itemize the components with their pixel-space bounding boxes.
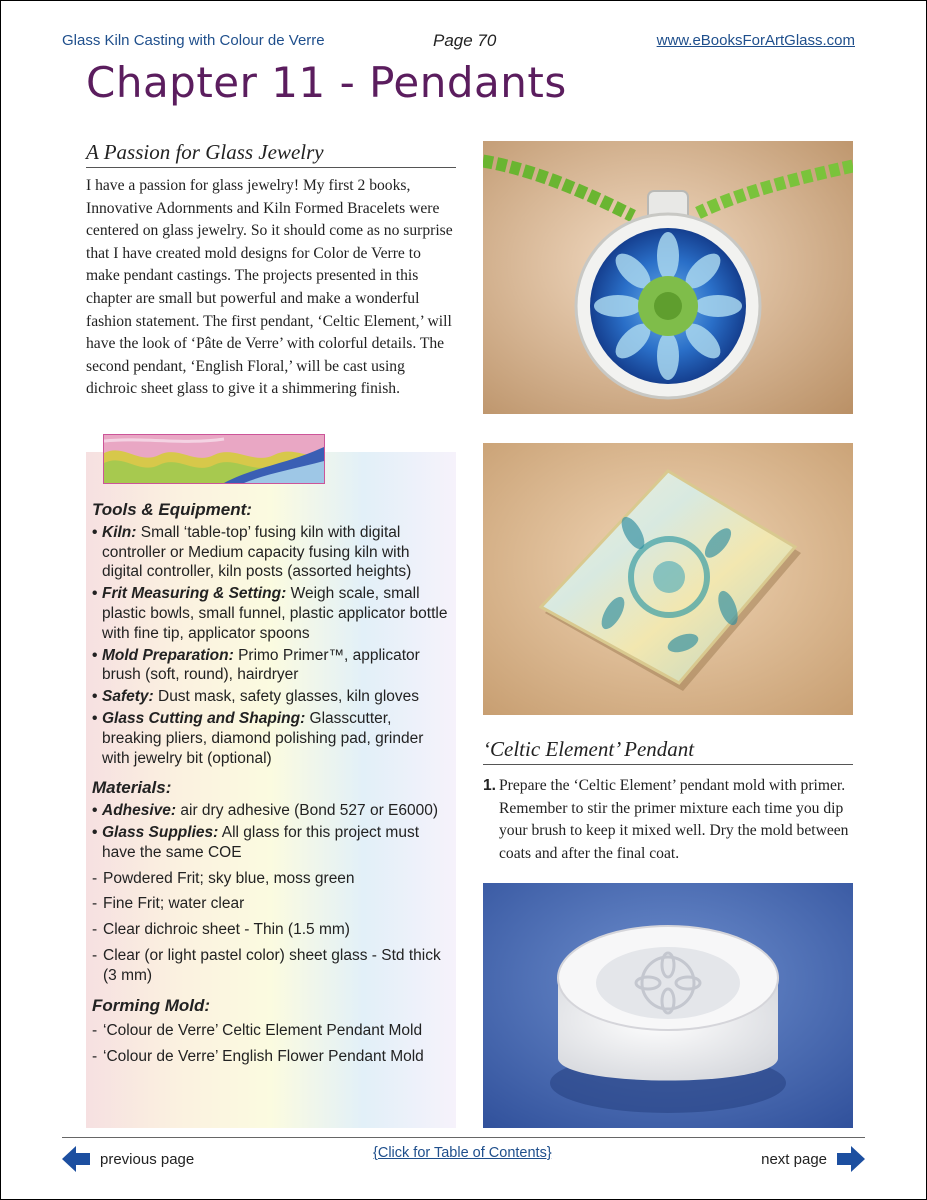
passion-heading: A Passion for Glass Jewelry [86,140,456,168]
list-item: - ‘Colour de Verre’ Celtic Element Pendant Mold [92,1021,454,1041]
forming-mold-list [92,1021,454,1067]
mold-photo [483,883,853,1128]
book-title: Glass Kiln Casting with Colour de Verre [62,32,325,49]
dichroic-pendant-photo [483,443,853,715]
previous-page-button[interactable] [62,1146,194,1172]
list-item: - Clear (or light pastel color) sheet glass - Std thick (3 mm) [92,946,454,986]
list-item: - Fine Frit; water clear [92,894,454,914]
materials-glass-list [92,869,454,986]
tools-content [92,500,454,1067]
list-item: - Clear dichroic sheet - Thin (1.5 mm) [92,920,454,940]
list-item: - ‘Colour de Verre’ English Flower Pendant Mold [92,1047,454,1067]
tools-heading: Tools & Equipment: [92,500,252,519]
step-text: Prepare the ‘Celtic Element’ pendant mold with primer. Remember to stir the primer mixture each time you dip your brush to keep it mixed well. Dry the mold between coats and after the final coat. [499,777,849,862]
pendant-photo [483,141,853,414]
table-of-contents-link[interactable]: {Click for Table of Contents} [373,1145,552,1161]
list-item: • Mold Preparation: Primo Primer™, applicator brush (soft, round), hairdryer [92,646,454,686]
list-item: - Powdered Frit; sky blue, moss green [92,869,454,889]
materials-list [92,801,454,862]
website-link[interactable]: www.eBooksForArtGlass.com [656,32,855,49]
chapter-title: Chapter 11 - Pendants [86,58,567,107]
step-1 [483,775,855,865]
list-item: • Adhesive: air dry adhesive (Bond 527 or E6000) [92,801,454,821]
list-item: • Glass Cutting and Shaping: Glasscutter, breaking pliers, diamond polishing pad, grinder with jewelry bit (optional) [92,709,454,768]
tools-list [92,523,454,769]
glass-swirl-image [103,434,325,484]
celtic-heading: ‘Celtic Element’ Pendant [483,737,853,765]
step-number: 1. [483,777,497,794]
forming-mold-heading: Forming Mold: [92,995,211,1015]
list-item: • Safety: Dust mask, safety glasses, kiln gloves [92,687,454,707]
previous-page-label: previous page [100,1150,195,1168]
footer-rule [62,1137,865,1138]
arrow-right-icon [837,1146,865,1172]
list-item: • Glass Supplies: All glass for this project must have the same COE [92,823,454,863]
intro-paragraph: I have a passion for glass jewelry! My first 2 books, Innovative Adornments and Kiln Formed Bracelets were centered on glass jewelry. So it should come as no surprise that I have created mold designs for Color de Verre to make pendant castings. The projects presented in this chapter are small but powerful and make a wonderful fashion statement. The first pendant, ‘Celtic Element,’ will have the look of ‘Pâte de Verre’ with colorful details. The second pendant, ‘English Floral,’ will be cast using dichroic sheet glass to give it a shimmering finish. [86,177,453,398]
arrow-left-icon [62,1146,90,1172]
list-item: • Kiln: Small ‘table-top’ fusing kiln with digital controller or Medium capacity fusing kiln with digital controller, kiln posts (assorted heights) [92,523,454,582]
next-page-label: next page [761,1150,827,1168]
materials-heading: Materials: [92,778,172,798]
next-page-button[interactable] [761,1146,865,1172]
list-item: • Frit Measuring & Setting: Weigh scale, small plastic bowls, small funnel, plastic applicator bottle with fine tip, applicator spoons [92,584,454,643]
page-number: Page 70 [433,31,497,50]
